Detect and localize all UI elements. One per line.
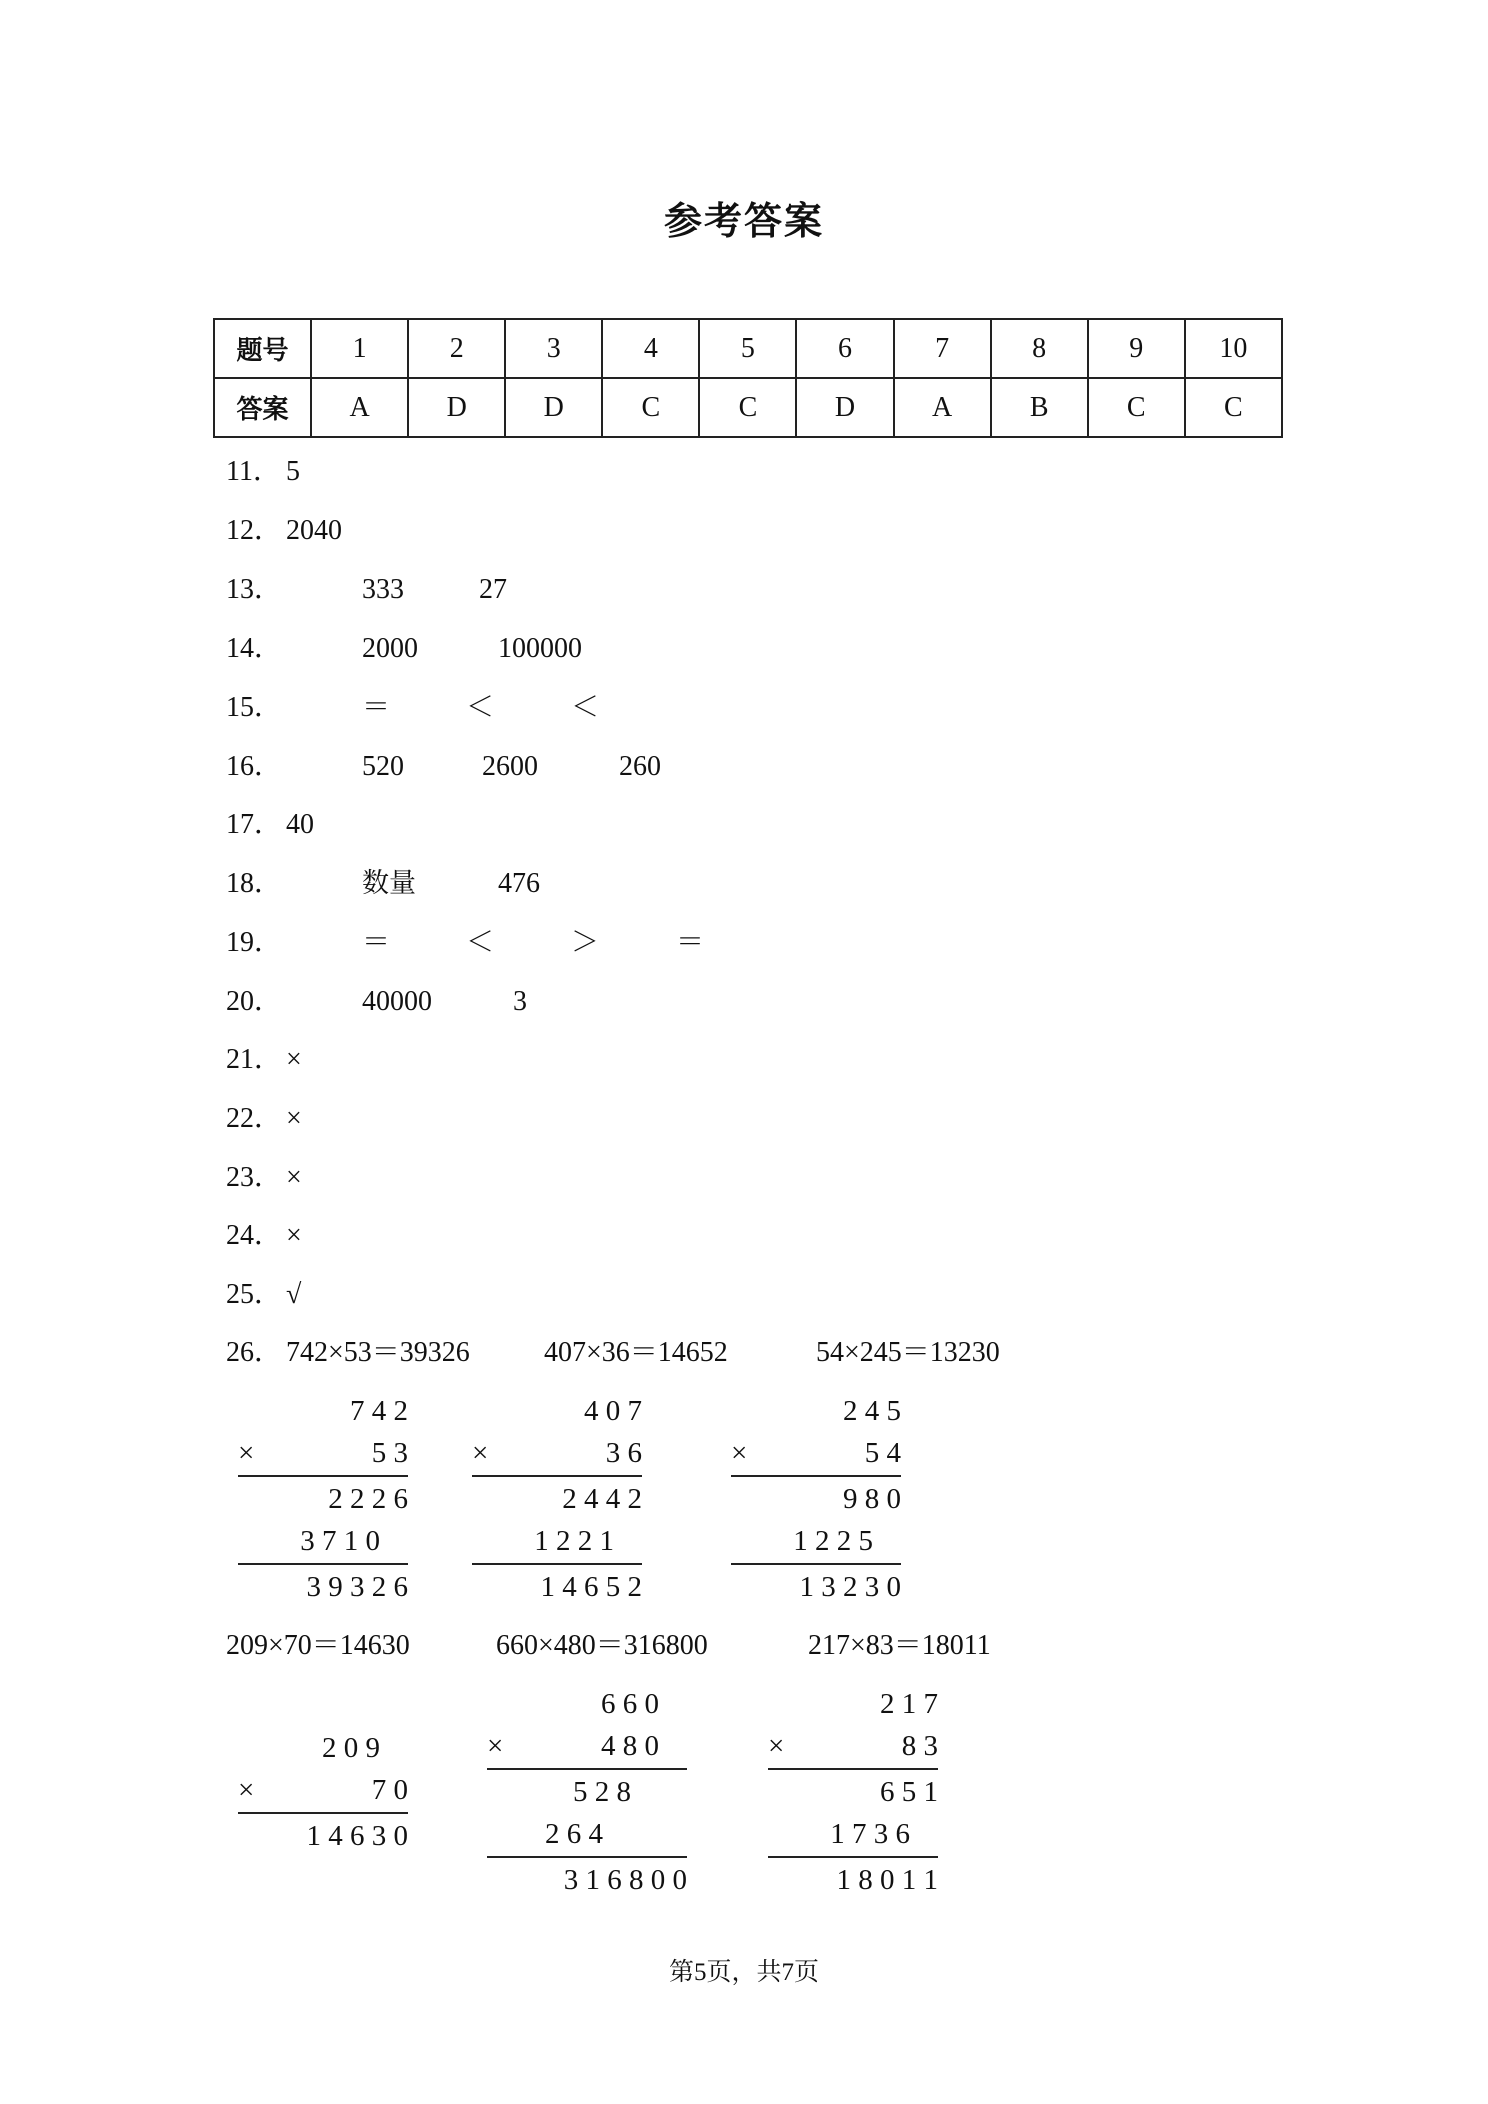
page-footer: 第5页，共7页 [668, 1959, 819, 1986]
calc-rule [487, 1768, 687, 1770]
vertical-calculation: 4 0 7 × 3 6 2 4 4 2 1 2 2 1 1 4 6 5 2 [472, 1395, 642, 1603]
vertical-calculation: 2 4 5 × 5 4 9 8 0 1 2 2 5 1 3 2 3 0 [731, 1395, 901, 1603]
answer-table [213, 318, 1283, 438]
question-number: 2 [408, 319, 505, 378]
calc-rule [768, 1768, 938, 1770]
vertical-calculation: 2 0 9 × 7 0 1 4 6 3 0 [238, 1732, 408, 1852]
vertical-calculation: 6 6 0 × 4 8 0 5 2 8 2 6 4 3 1 6 8 0 0 [487, 1688, 687, 1896]
calc-rule [731, 1475, 901, 1477]
calc-rule [731, 1563, 901, 1565]
question-number: 5 [699, 319, 796, 378]
answer-cell: C [1088, 378, 1185, 437]
question-number: 8 [991, 319, 1088, 378]
answer-cell: D [408, 378, 505, 437]
calc-rule [768, 1856, 938, 1858]
calc-rule [238, 1563, 408, 1565]
table-header-row [214, 319, 1282, 378]
answer-cell: C [1185, 378, 1282, 437]
page-title: 参考答案 [663, 199, 824, 243]
question-number: 9 [1088, 319, 1185, 378]
answer-cell: A [894, 378, 991, 437]
calc-rule [238, 1475, 408, 1477]
answer-cell: B [991, 378, 1088, 437]
answer-cell: D [505, 378, 602, 437]
calc-rule [472, 1475, 642, 1477]
vertical-calculation: 2 1 7 × 8 3 6 5 1 1 7 3 6 1 8 0 1 1 [768, 1688, 938, 1896]
answer-cell: C [602, 378, 699, 437]
calc-rule [472, 1563, 642, 1565]
equation: 660×480＝316800 [496, 1630, 708, 1661]
question-number: 1 [311, 319, 408, 378]
equation: 217×83＝18011 [808, 1630, 991, 1661]
question-number: 4 [602, 319, 699, 378]
equation: 209×70＝14630 [226, 1630, 410, 1661]
vertical-calculation: 7 4 2 × 5 3 2 2 2 6 3 7 1 0 3 9 3 2 6 [238, 1395, 408, 1603]
answer-cell: D [796, 378, 893, 437]
table-row-label: 题号 [214, 319, 311, 378]
answer-cell: A [311, 378, 408, 437]
table-answer-row [214, 378, 1282, 437]
question-number: 3 [505, 319, 602, 378]
question-number: 10 [1185, 319, 1282, 378]
question-number: 7 [894, 319, 991, 378]
question-number: 6 [796, 319, 893, 378]
answer-cell: C [699, 378, 796, 437]
calc-rule [487, 1856, 687, 1858]
calc-rule [238, 1812, 408, 1814]
table-row-label: 答案 [214, 378, 311, 437]
